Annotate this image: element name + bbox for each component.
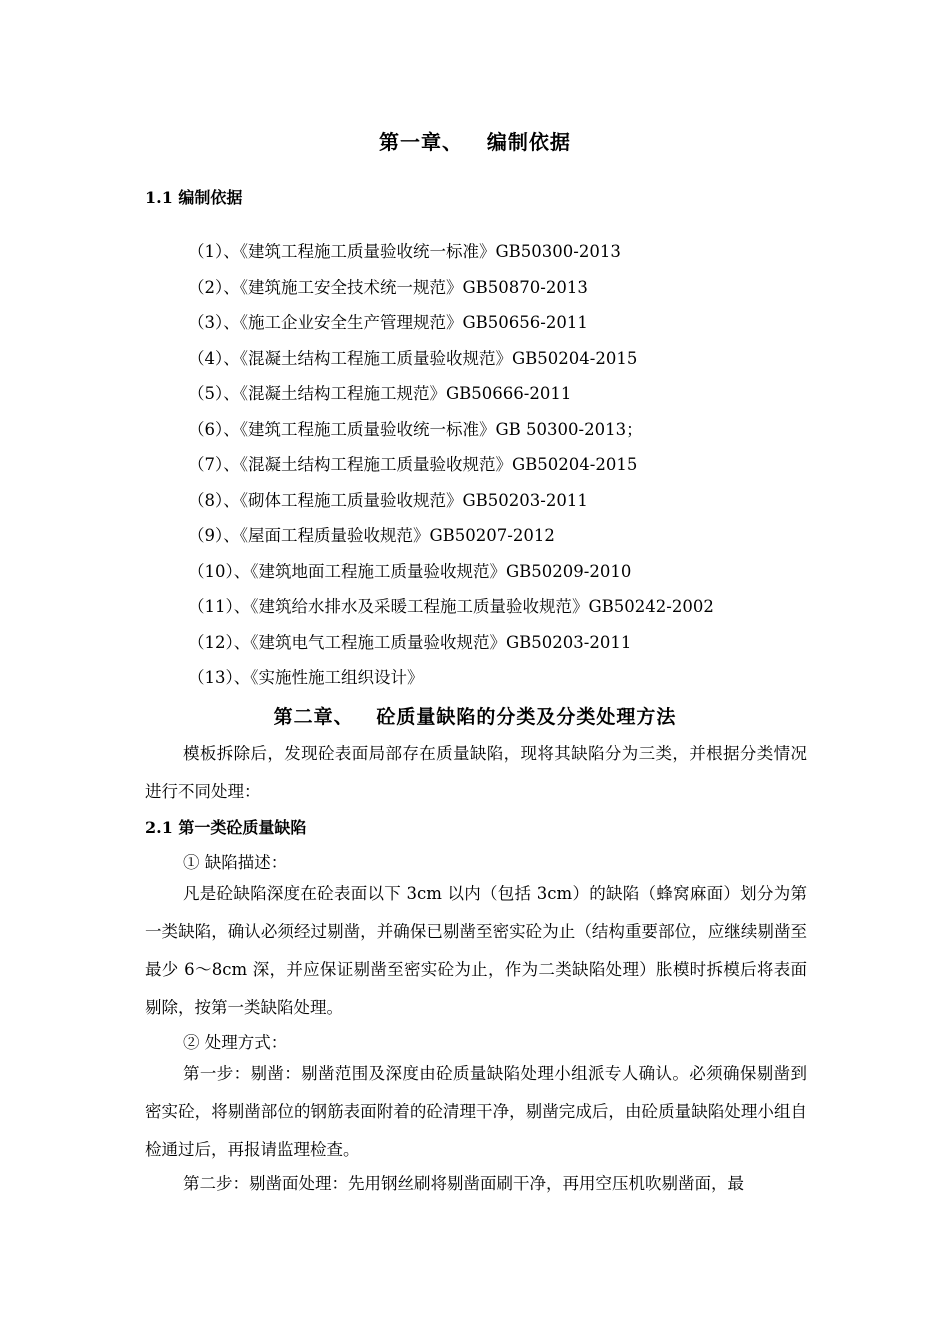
- defect-description-label: ① 缺陷描述：: [183, 853, 288, 872]
- section-2-1-heading: 2.1 第一类砼质量缺陷: [145, 818, 307, 837]
- reference-item: （5）、《混凝土结构工程施工规范》GB50666-2011: [188, 384, 572, 403]
- treatment-method-label: ② 处理方式：: [183, 1033, 288, 1052]
- reference-item: （7）、《混凝土结构工程施工质量验收规范》GB50204-2015: [188, 455, 638, 474]
- section-1-1-heading: 1.1 编制依据: [145, 188, 243, 207]
- step-1-text: 第一步：剔凿：剔凿范围及深度由砼质量缺陷处理小组派专人确认。必须确保剔凿到密实砼，将剔凿部位的钢筋表面附着的砼清理干净，剔凿完成后，由砼质量缺陷处理小组自检通过后，再报请监理检查。: [145, 1064, 807, 1159]
- reference-item: （10）、《建筑地面工程施工质量验收规范》GB50209-2010: [188, 561, 632, 581]
- reference-item: （2）、《建筑施工安全技术统一规范》GB50870-2013: [188, 277, 588, 297]
- reference-item: （1）、《建筑工程施工质量验收统一标准》GB50300-2013: [188, 242, 621, 261]
- reference-item: （4）、《混凝土结构工程施工质量验收规范》GB50204-2015: [188, 348, 638, 368]
- chapter-2-title: 第二章、 砼质量缺陷的分类及分类处理方法: [273, 706, 677, 728]
- chapter-2-intro: 模板拆除后，发现砼表面局部存在质量缺陷，现将其缺陷分为三类，并根据分类情况进行不同处理：: [145, 744, 807, 801]
- reference-item: （9）、《屋面工程质量验收规范》GB50207-2012: [188, 526, 555, 545]
- step-2-text: 第二步：剔凿面处理：先用钢丝刷将剔凿面刷干净，再用空压机吹剔凿面，最: [183, 1174, 744, 1193]
- reference-item: （13）、《实施性施工组织设计》: [188, 668, 424, 687]
- reference-item: （11）、《建筑给水排水及采暖工程施工质量验收规范》GB50242-2002: [188, 597, 714, 616]
- reference-item: （12）、《建筑电气工程施工质量验收规范》GB50203-2011: [188, 632, 632, 652]
- reference-item: （6）、《建筑工程施工质量验收统一标准》GB 50300-2013；: [188, 419, 643, 439]
- defect-description-text: 凡是砼缺陷深度在砼表面以下 3cm 以内（包括 3cm）的缺陷（蜂窝麻面）划分为第一类缺陷，确认必须经过剔凿，并确保已剔凿至密实砼为止（结构重要部位，应继续剔凿至最少 6～8cm 深，并应保证剔凿至密实砼为止，作为二类缺陷处理）胀模时拆模后将表面剔除，按第一类缺陷处理。: [145, 884, 807, 1017]
- chapter-1-title: 第一章、 编制依据: [379, 130, 571, 154]
- reference-item: （8）、《砌体工程施工质量验收规范》GB50203-2011: [188, 490, 588, 510]
- reference-list: [188, 240, 714, 702]
- reference-item: （3）、《施工企业安全生产管理规范》GB50656-2011: [188, 313, 588, 332]
